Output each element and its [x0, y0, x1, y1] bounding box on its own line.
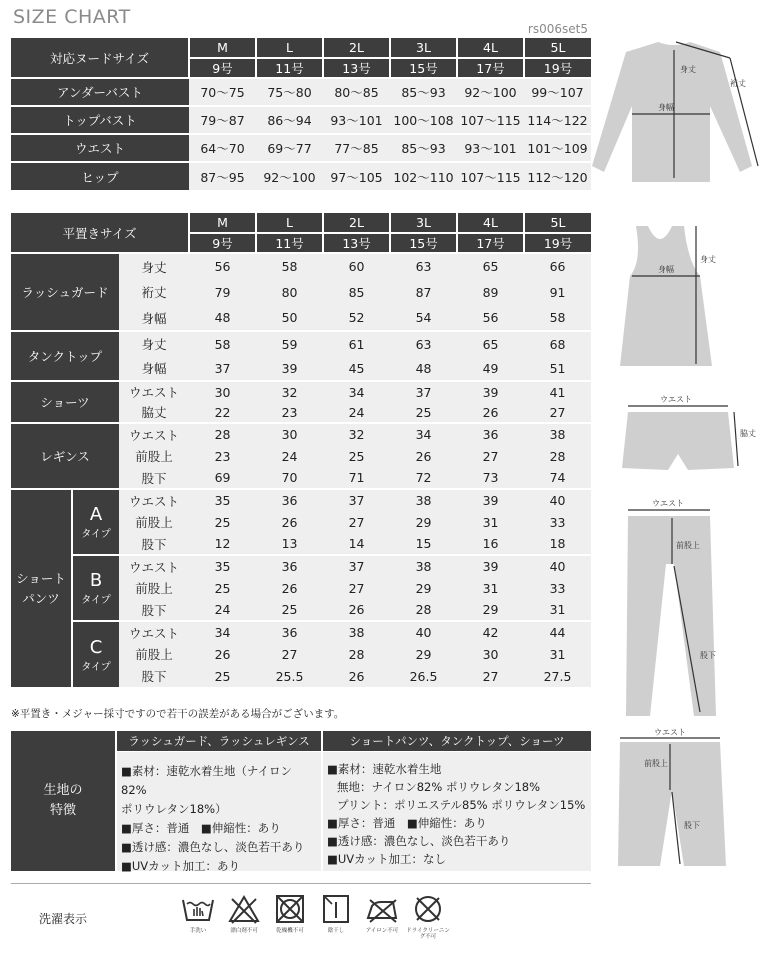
width-label: 身幅	[658, 103, 674, 112]
table-cell: 26	[256, 577, 323, 599]
table-cell: 50	[256, 305, 323, 331]
table-cell: 64〜70	[189, 134, 256, 162]
size-header: M	[189, 213, 256, 233]
table-cell: 69	[189, 467, 256, 489]
table-cell: 92〜100	[256, 162, 323, 190]
waist-label: ウエスト	[654, 728, 686, 737]
icon-caption: 陰干し	[327, 928, 345, 934]
table-cell: 87〜95	[189, 162, 256, 190]
table-cell: 27	[323, 577, 390, 599]
table-cell: 28	[189, 423, 256, 445]
table-cell: 25	[390, 402, 457, 423]
table-cell: 15	[390, 533, 457, 555]
table-cell: 73	[457, 467, 524, 489]
no-dry-clean-icon	[405, 894, 451, 940]
table-cell: 18	[524, 533, 591, 555]
table-cell: 37	[189, 356, 256, 381]
icon-caption: 手洗い	[189, 928, 207, 934]
table-cell: 30	[457, 643, 524, 665]
nude-header: 対応ヌードサイズ	[11, 38, 189, 78]
table-cell: 33	[524, 577, 591, 599]
table-cell: 92〜100	[457, 78, 524, 106]
table-cell: 26	[457, 402, 524, 423]
table-cell: 85〜93	[390, 134, 457, 162]
table-cell: 69〜77	[256, 134, 323, 162]
short-pants-shape	[618, 742, 726, 866]
table-cell: 35	[189, 555, 256, 577]
measure-label: 股下	[119, 665, 189, 687]
table-cell: 26	[390, 445, 457, 467]
size-header: 2L	[323, 213, 390, 233]
table-cell: 39	[457, 381, 524, 402]
size-header: 5L	[524, 38, 591, 58]
icon-caption: 乾燥機不可	[276, 928, 304, 934]
table-cell: 49	[457, 356, 524, 381]
table-cell: 58	[189, 331, 256, 356]
table-cell: 27	[457, 665, 524, 687]
table-cell: 26	[323, 665, 390, 687]
no-iron-icon	[359, 894, 405, 934]
table-cell: 52	[323, 305, 390, 331]
fabric-col2-body	[323, 752, 591, 871]
type-suffix: タイプ	[81, 661, 111, 673]
table-cell: 107〜115	[457, 106, 524, 134]
fabric-section	[11, 731, 591, 871]
short-pants-label-2: パンツ	[22, 590, 60, 606]
table-cell: 36	[256, 555, 323, 577]
table-cell: 107〜115	[457, 162, 524, 190]
table-cell: 26	[189, 643, 256, 665]
table-cell: 45	[323, 356, 390, 381]
category-shorts: ショーツ	[11, 381, 119, 423]
table-cell: 75〜80	[256, 78, 323, 106]
waist-label: ウエスト	[660, 395, 692, 404]
category-short-pants	[11, 489, 72, 687]
table-cell: 39	[457, 555, 524, 577]
washing-label: 洗濯表示	[38, 911, 87, 926]
jp-size-header: 17号	[457, 58, 524, 78]
fabric-line: ■厚さ：普通 ■伸縮性：あり	[327, 816, 487, 830]
icon-caption: アイロン不可	[365, 928, 399, 934]
side-label: 脇丈	[740, 429, 756, 438]
table-cell: 29	[390, 643, 457, 665]
table-cell: 39	[457, 489, 524, 511]
table-cell: 87	[390, 279, 457, 305]
table-cell: 70〜75	[189, 78, 256, 106]
table-cell: 66	[524, 253, 591, 279]
table-cell: 48	[390, 356, 457, 381]
measure-label: 股下	[119, 533, 189, 555]
table-cell: 100〜108	[390, 106, 457, 134]
table-cell: 112〜120	[524, 162, 591, 190]
hand-wash-icon	[175, 894, 221, 934]
table-cell: 86〜94	[256, 106, 323, 134]
table-cell: 32	[256, 381, 323, 402]
measure-label: ウエスト	[119, 423, 189, 445]
page-title: SIZE CHART	[13, 6, 131, 28]
measure-label: 前股上	[119, 643, 189, 665]
table-cell: 38	[323, 621, 390, 643]
table-cell: 41	[524, 381, 591, 402]
type-letter: A	[89, 504, 103, 525]
washing-section	[11, 883, 591, 964]
jp-size-header: 9号	[189, 233, 256, 253]
fabric-label-line1: 生地の	[43, 783, 83, 798]
jp-size-header: 9号	[189, 58, 256, 78]
table-cell: 40	[390, 621, 457, 643]
short-pants-diagram	[614, 726, 734, 872]
table-cell: 16	[457, 533, 524, 555]
table-cell: 85	[323, 279, 390, 305]
jp-size-header: 11号	[256, 58, 323, 78]
side-arrow	[734, 412, 738, 466]
measure-label: 股下	[119, 467, 189, 489]
measure-label: 身丈	[119, 331, 189, 356]
table-cell: 59	[256, 331, 323, 356]
measure-label: 脇丈	[119, 402, 189, 423]
fabric-line: 無地：ナイロン82% ポリウレタン18%	[337, 780, 541, 794]
rise-label: 前股上	[676, 541, 700, 550]
table-cell: 44	[524, 621, 591, 643]
table-cell: 26.5	[390, 665, 457, 687]
table-cell: 31	[524, 643, 591, 665]
table-cell: 26	[256, 511, 323, 533]
table-cell: 29	[390, 577, 457, 599]
table-cell: 27	[457, 445, 524, 467]
table-cell: 27.5	[524, 665, 591, 687]
table-cell: 28	[390, 599, 457, 621]
shorts-diagram	[616, 392, 766, 482]
table-cell: 58	[524, 305, 591, 331]
table-cell: 80	[256, 279, 323, 305]
table-cell: 34	[189, 621, 256, 643]
row-label: トップバスト	[11, 106, 189, 134]
type-suffix: タイプ	[81, 595, 111, 606]
table-cell: 26	[323, 599, 390, 621]
table-cell: 68	[524, 331, 591, 356]
table-cell: 37	[390, 381, 457, 402]
length-label: 身丈	[700, 255, 716, 264]
table-cell: 33	[524, 511, 591, 533]
leggings-diagram	[616, 494, 726, 724]
fabric-line: ■UVカット加工：なし	[327, 852, 447, 866]
table-cell: 93〜101	[323, 106, 390, 134]
icon-caption: ドライクリーニング不可	[406, 928, 450, 940]
table-cell: 31	[457, 577, 524, 599]
table-cell: 27	[524, 402, 591, 423]
table-cell: 56	[189, 253, 256, 279]
icon-caption: 漂白剤不可	[230, 928, 258, 934]
table-cell: 70	[256, 467, 323, 489]
jp-size-header: 13号	[323, 233, 390, 253]
measure-label: 裄丈	[119, 279, 189, 305]
table-cell: 25	[189, 577, 256, 599]
jp-size-header: 19号	[524, 58, 591, 78]
no-bleach-icon	[221, 894, 267, 934]
table-cell: 35	[189, 489, 256, 511]
table-cell: 42	[457, 621, 524, 643]
measure-label: 前股上	[119, 511, 189, 533]
measure-label: 身幅	[119, 356, 189, 381]
category-rash-guard: ラッシュガード	[11, 253, 119, 331]
table-cell: 30	[189, 381, 256, 402]
table-cell: 65	[457, 253, 524, 279]
category-leggings: レギンス	[11, 423, 119, 489]
table-cell: 25	[323, 445, 390, 467]
table-cell: 34	[390, 423, 457, 445]
nude-size-table	[11, 38, 591, 190]
table-cell: 58	[256, 253, 323, 279]
table-cell: 38	[390, 555, 457, 577]
flat-size-table	[11, 213, 591, 687]
size-header: L	[256, 38, 323, 58]
measure-label: 股下	[119, 599, 189, 621]
shorts-shape	[622, 412, 734, 470]
table-cell: 37	[323, 489, 390, 511]
fabric-line: プリント：ポリエステル85% ポリウレタン15%	[337, 798, 586, 812]
flat-header: 平置きサイズ	[11, 213, 189, 253]
table-cell: 14	[323, 533, 390, 555]
fabric-line: ■透け感：濃色なし、淡色若干あり	[121, 840, 305, 854]
table-cell: 24	[323, 402, 390, 423]
measurement-note: ※平置き・メジャー採寸ですので若干の誤差がある場合がございます。	[11, 708, 345, 720]
fabric-col2-header: ショートパンツ、タンクトップ、ショーツ	[323, 731, 591, 751]
rise-label: 前股上	[644, 759, 668, 768]
type-c-label	[72, 621, 119, 687]
table-cell: 77〜85	[323, 134, 390, 162]
type-a-label	[72, 489, 119, 555]
table-cell: 24	[189, 599, 256, 621]
type-b-label	[72, 555, 119, 621]
type-letter: B	[89, 570, 103, 591]
table-cell: 80〜85	[323, 78, 390, 106]
table-cell: 12	[189, 533, 256, 555]
measure-label: ウエスト	[119, 621, 189, 643]
fabric-line: ■素材：速乾水着生地	[327, 762, 442, 776]
table-cell: 32	[323, 423, 390, 445]
no-tumble-dry-icon	[267, 894, 313, 934]
table-cell: 79	[189, 279, 256, 305]
table-cell: 38	[524, 423, 591, 445]
row-label: アンダーバスト	[11, 78, 189, 106]
jp-size-header: 19号	[524, 233, 591, 253]
type-letter: C	[89, 636, 103, 658]
size-header: 3L	[390, 38, 457, 58]
fabric-col1-body	[117, 752, 321, 871]
table-cell: 23	[189, 445, 256, 467]
table-cell: 114〜122	[524, 106, 591, 134]
fabric-line: ■透け感：濃色なし、淡色若干あり	[327, 834, 511, 848]
measure-label: ウエスト	[119, 555, 189, 577]
table-cell: 85〜93	[390, 78, 457, 106]
fabric-line: ポリウレタン18%）	[121, 802, 227, 816]
table-cell: 34	[323, 381, 390, 402]
table-cell: 25	[189, 511, 256, 533]
rash-guard-diagram	[592, 36, 762, 186]
measure-label: ウエスト	[119, 489, 189, 511]
row-label: ヒップ	[11, 162, 189, 190]
measure-label: 前股上	[119, 577, 189, 599]
rash-guard-shape	[592, 42, 752, 182]
table-cell: 25	[256, 599, 323, 621]
table-cell: 36	[457, 423, 524, 445]
table-cell: 74	[524, 467, 591, 489]
measure-label: 前股上	[119, 445, 189, 467]
tank-top-shape	[620, 226, 712, 366]
table-cell: 40	[524, 555, 591, 577]
table-cell: 28	[323, 643, 390, 665]
sleeve-label: 裄丈	[730, 79, 746, 88]
table-cell: 65	[457, 331, 524, 356]
table-cell: 29	[390, 511, 457, 533]
fabric-line: ■素材：速乾水着生地（ナイロン82%	[121, 764, 293, 797]
table-cell: 25.5	[256, 665, 323, 687]
table-cell: 22	[189, 402, 256, 423]
table-cell: 37	[323, 555, 390, 577]
table-cell: 97〜105	[323, 162, 390, 190]
size-header: 4L	[457, 213, 524, 233]
inseam-label: 股下	[684, 821, 700, 830]
jp-size-header: 15号	[390, 58, 457, 78]
size-header: L	[256, 213, 323, 233]
table-cell: 93〜101	[457, 134, 524, 162]
tank-top-diagram	[608, 222, 728, 372]
length-label: 身丈	[680, 65, 696, 74]
table-cell: 40	[524, 489, 591, 511]
table-cell: 102〜110	[390, 162, 457, 190]
table-cell: 72	[390, 467, 457, 489]
fabric-label-line2: 特徴	[49, 803, 76, 818]
product-code: rs006set5	[527, 22, 588, 36]
jp-size-header: 13号	[323, 58, 390, 78]
table-cell: 39	[256, 356, 323, 381]
width-label: 身幅	[658, 265, 674, 274]
jp-size-header: 15号	[390, 233, 457, 253]
table-cell: 54	[390, 305, 457, 331]
table-cell: 91	[524, 279, 591, 305]
waist-label: ウエスト	[652, 499, 684, 508]
table-cell: 27	[256, 643, 323, 665]
table-cell: 31	[524, 599, 591, 621]
table-cell: 101〜109	[524, 134, 591, 162]
measure-label: 身丈	[119, 253, 189, 279]
jp-size-header: 11号	[256, 233, 323, 253]
table-cell: 30	[256, 423, 323, 445]
table-cell: 31	[457, 511, 524, 533]
table-cell: 61	[323, 331, 390, 356]
table-cell: 79〜87	[189, 106, 256, 134]
measure-label: ウエスト	[119, 381, 189, 402]
fabric-label	[11, 731, 115, 871]
size-header: 3L	[390, 213, 457, 233]
table-cell: 60	[323, 253, 390, 279]
table-cell: 36	[256, 621, 323, 643]
category-tank-top: タンクトップ	[11, 331, 119, 381]
fabric-col1-header: ラッシュガード、ラッシュレギンス	[117, 731, 321, 751]
table-cell: 56	[457, 305, 524, 331]
table-cell: 63	[390, 253, 457, 279]
table-cell: 13	[256, 533, 323, 555]
size-header: 2L	[323, 38, 390, 58]
table-cell: 24	[256, 445, 323, 467]
table-cell: 38	[390, 489, 457, 511]
table-cell: 36	[256, 489, 323, 511]
table-cell: 23	[256, 402, 323, 423]
line-dry-icon	[313, 894, 359, 934]
table-cell: 28	[524, 445, 591, 467]
type-suffix: タイプ	[81, 529, 111, 540]
fabric-line: ■UVカット加工：あり	[121, 859, 241, 873]
inseam-label: 股下	[700, 651, 716, 660]
table-cell: 48	[189, 305, 256, 331]
table-cell: 25	[189, 665, 256, 687]
table-cell: 99〜107	[524, 78, 591, 106]
size-header: 4L	[457, 38, 524, 58]
fabric-line: ■厚さ：普通 ■伸縮性：あり	[121, 821, 281, 835]
measure-label: 身幅	[119, 305, 189, 331]
table-cell: 29	[457, 599, 524, 621]
row-label: ウエスト	[11, 134, 189, 162]
size-header: M	[189, 38, 256, 58]
table-cell: 89	[457, 279, 524, 305]
table-cell: 71	[323, 467, 390, 489]
size-header: 5L	[524, 213, 591, 233]
short-pants-label-1: ショート	[16, 570, 66, 586]
jp-size-header: 17号	[457, 233, 524, 253]
leggings-shape	[626, 516, 716, 716]
table-cell: 51	[524, 356, 591, 381]
table-cell: 27	[323, 511, 390, 533]
table-cell: 63	[390, 331, 457, 356]
